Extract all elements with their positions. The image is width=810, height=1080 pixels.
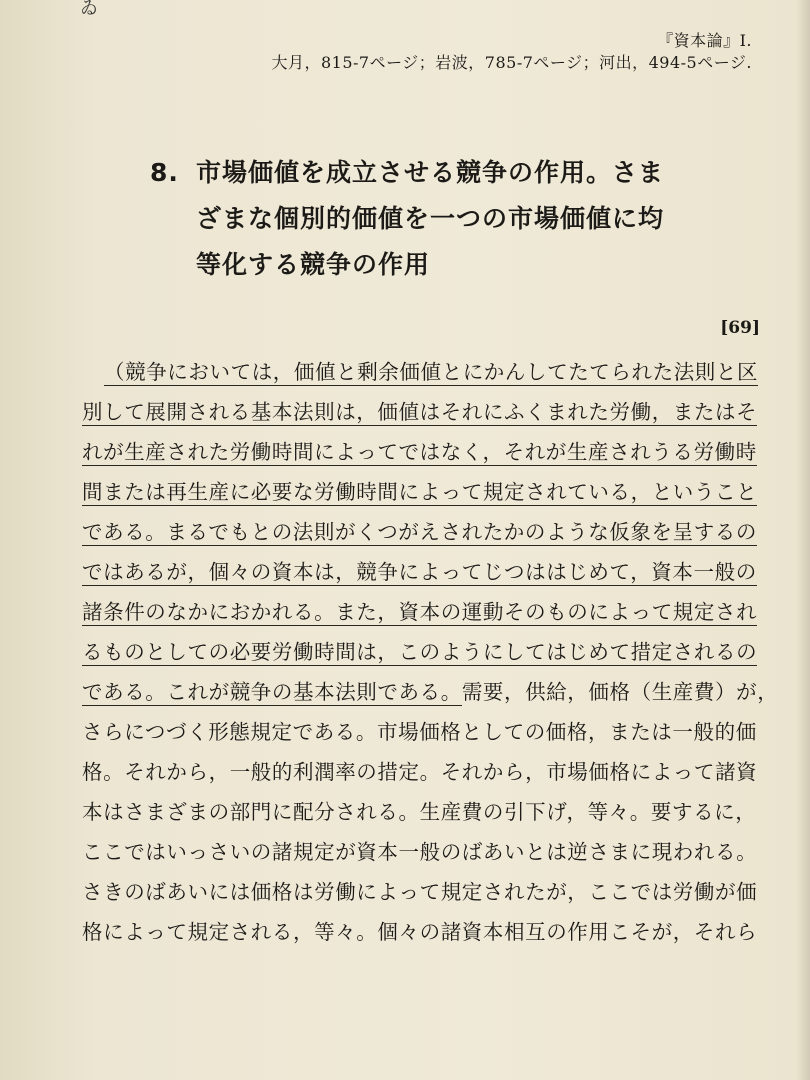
underlined-segment: である。これが競争の基本法則である。: [82, 680, 462, 704]
text-line: 本はさまざまの部門に配分される。生産費の引下げ，等々。要するに，: [82, 800, 757, 824]
section-heading: [150, 150, 710, 288]
text-line: るものとしての必要労働時間は，このようにしてはじめて措定されるの: [82, 640, 758, 664]
text-line: 別して展開される基本法則は，価値はそれにふくまれた労働，またはそ: [82, 400, 758, 424]
text-line: 諸条件のなかにおかれる。また，資本の運動そのものによって規定され: [82, 600, 758, 624]
text-line: さきのばあいには価格は労働によって規定されたが，ここでは労働が価: [82, 880, 758, 904]
header-book-title: 『資本論』Ⅰ.: [657, 31, 752, 50]
page-edge-shadow: [796, 0, 810, 1080]
section-title-line-2: ざまな個別的価値を一つの市場価値に均: [196, 204, 665, 233]
text-line: さらにつづく形態規定である。市場価格としての価格，または一般的価: [82, 720, 757, 744]
plain-segment: 需要，供給，価格（生産費）が，: [461, 680, 779, 704]
top-margin-mark: ゐ: [80, 0, 98, 19]
original-page-reference: [69]: [720, 318, 760, 338]
body-text: [82, 352, 779, 952]
text-line: （競争においては，価値と剰余価値とにかんしてたてられた法則と区: [104, 360, 759, 384]
text-line: 間または再生産に必要な労働時間によって規定されている，ということ: [82, 480, 758, 504]
section-number: 8.: [150, 158, 179, 187]
text-line: ここではいっさいの諸規定が資本一般のばあいとは逆さまに現われる。: [82, 840, 758, 864]
text-line: 格によって規定される，等々。個々の諸資本相互の作用こそが，それら: [82, 920, 758, 944]
section-title-line-1: 市場価値を成立させる競争の作用。さま: [196, 158, 665, 187]
text-line: れが生産された労働時間によってではなく，それが生産されうる労働時: [82, 440, 757, 464]
text-line: 格。それから，一般的利潤率の措定。それから，市場価格によって諸資: [82, 760, 758, 784]
header-page-references: 大月，815-7ページ；岩波，785-7ページ；河出，494-5ページ.: [271, 53, 752, 72]
text-line: [82, 672, 779, 712]
section-title-line-3: 等化する競争の作用: [196, 250, 431, 279]
running-header: [271, 30, 752, 74]
text-line: である。まるでもとの法則がくつがえされたかのような仮象を呈するの: [82, 520, 757, 544]
text-line: ではあるが，個々の資本は，競争によってじつははじめて，資本一般の: [82, 560, 757, 584]
